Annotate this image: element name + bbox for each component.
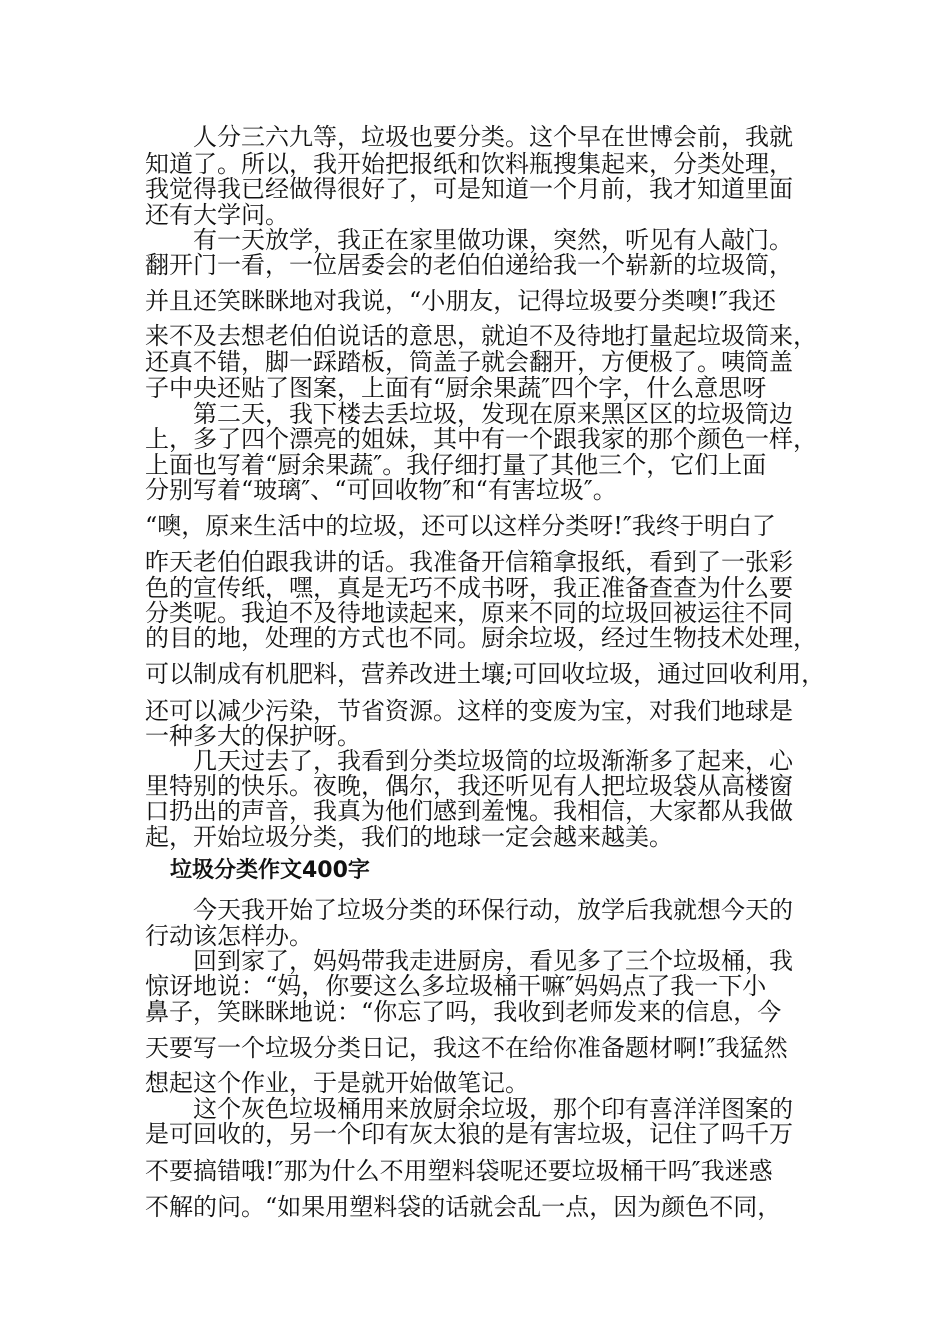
text-line: 第二天，我下楼去丢垃圾，发现在原来黑区区的垃圾筒边 bbox=[193, 400, 793, 428]
text-line: 天要写一个垃圾分类日记，我这不在给你准备题材啊!″我猛然 bbox=[145, 1034, 788, 1062]
text-line: 一种多大的保护呀。 bbox=[145, 722, 361, 750]
text-line: 并且还笑眯眯地对我说，“小朋友，记得垃圾要分类噢!″我还 bbox=[145, 287, 776, 315]
text-line: 起，开始垃圾分类，我们的地球一定会越来越美。 bbox=[145, 823, 673, 851]
text-line: 我觉得我已经做得很好了，可是知道一个月前，我才知道里面 bbox=[145, 175, 793, 203]
text-line: 口扔出的声音，我真为他们感到羞愧。我相信，大家都从我做 bbox=[145, 797, 793, 825]
text-line: 不要搞错哦!″那为什么不用塑料袋呢还要垃圾桶干吗″我迷惑 bbox=[145, 1157, 773, 1185]
text-line: 子中央还贴了图案，上面有“厨余果蔬″四个字，什么意思呀 bbox=[145, 374, 767, 402]
text-line: 昨天老伯伯跟我讲的话。我准备开信箱拿报纸，看到了一张彩 bbox=[145, 548, 793, 576]
text-line: 这个灰色垃圾桶用来放厨余垃圾，那个印有喜洋洋图案的 bbox=[193, 1095, 793, 1123]
text-line: 回到家了，妈妈带我走进厨房，看见多了三个垃圾桶，我 bbox=[193, 947, 793, 975]
text-line: 色的宣传纸，嘿，真是无巧不成书呀，我正准备查查为什么要 bbox=[145, 574, 793, 602]
text-line: 上，多了四个漂亮的姐妹，其中有一个跟我家的那个颜色一样， bbox=[145, 425, 817, 453]
text-line: 鼻子，笑眯眯地说：“你忘了吗，我收到老师发来的信息，今 bbox=[145, 998, 782, 1026]
text-line: 人分三六九等，垃圾也要分类。这个早在世博会前，我就 bbox=[193, 123, 793, 151]
text-line: 惊讶地说：“妈，你要这么多垃圾桶干嘛″妈妈点了我一下小 bbox=[145, 972, 767, 1000]
text-line: 的目的地，处理的方式也不同。厨余垃圾，经过生物技术处理， bbox=[145, 624, 817, 652]
section-heading: 垃圾分类作文400字 bbox=[170, 858, 370, 883]
text-line: 有一天放学，我正在家里做功课，突然，听见有人敲门。 bbox=[193, 226, 793, 254]
text-line: 还有大学问。 bbox=[145, 201, 289, 229]
text-line: 几天过去了，我看到分类垃圾筒的垃圾渐渐多了起来，心 bbox=[193, 747, 793, 775]
text-line: 上面也写着“厨余果蔬″。我仔细打量了其他三个，它们上面 bbox=[145, 451, 767, 479]
text-line: 想起这个作业，于是就开始做笔记。 bbox=[145, 1069, 529, 1097]
text-line: 翻开门一看，一位居委会的老伯伯递给我一个崭新的垃圾筒， bbox=[145, 251, 793, 279]
text-line: 还可以减少污染，节省资源。这样的变废为宝，对我们地球是 bbox=[145, 697, 793, 725]
text-line: 里特别的快乐。夜晚，偶尔，我还听见有人把垃圾袋从高楼窗 bbox=[145, 772, 793, 800]
text-line: 不解的问。“如果用塑料袋的话就会乱一点，因为颜色不同， bbox=[145, 1193, 782, 1221]
text-line: 可以制成有机肥料，营养改进土壤;可回收垃圾，通过回收利用， bbox=[145, 660, 826, 688]
text-line: 知道了。所以，我开始把报纸和饮料瓶搜集起来，分类处理， bbox=[145, 150, 793, 178]
text-line: 还真不错，脚一踩踏板，筒盖子就会翻开，方便极了。咦筒盖 bbox=[145, 348, 793, 376]
text-line: “噢，原来生活中的垃圾，还可以这样分类呀!″我终于明白了 bbox=[145, 512, 776, 540]
text-line: 来不及去想老伯伯说话的意思，就迫不及待地打量起垃圾筒来， bbox=[145, 322, 817, 350]
text-line: 行动该怎样办。 bbox=[145, 922, 313, 950]
text-line: 分类呢。我迫不及待地读起来，原来不同的垃圾回被运往不同 bbox=[145, 599, 793, 627]
text-line: 分别写着“玻璃″、“可回收物″和“有害垃圾″。 bbox=[145, 476, 617, 504]
text-line: 是可回收的，另一个印有灰太狼的是有害垃圾，记住了吗千万 bbox=[145, 1120, 793, 1148]
text-line: 今天我开始了垃圾分类的环保行动，放学后我就想今天的 bbox=[193, 896, 793, 924]
